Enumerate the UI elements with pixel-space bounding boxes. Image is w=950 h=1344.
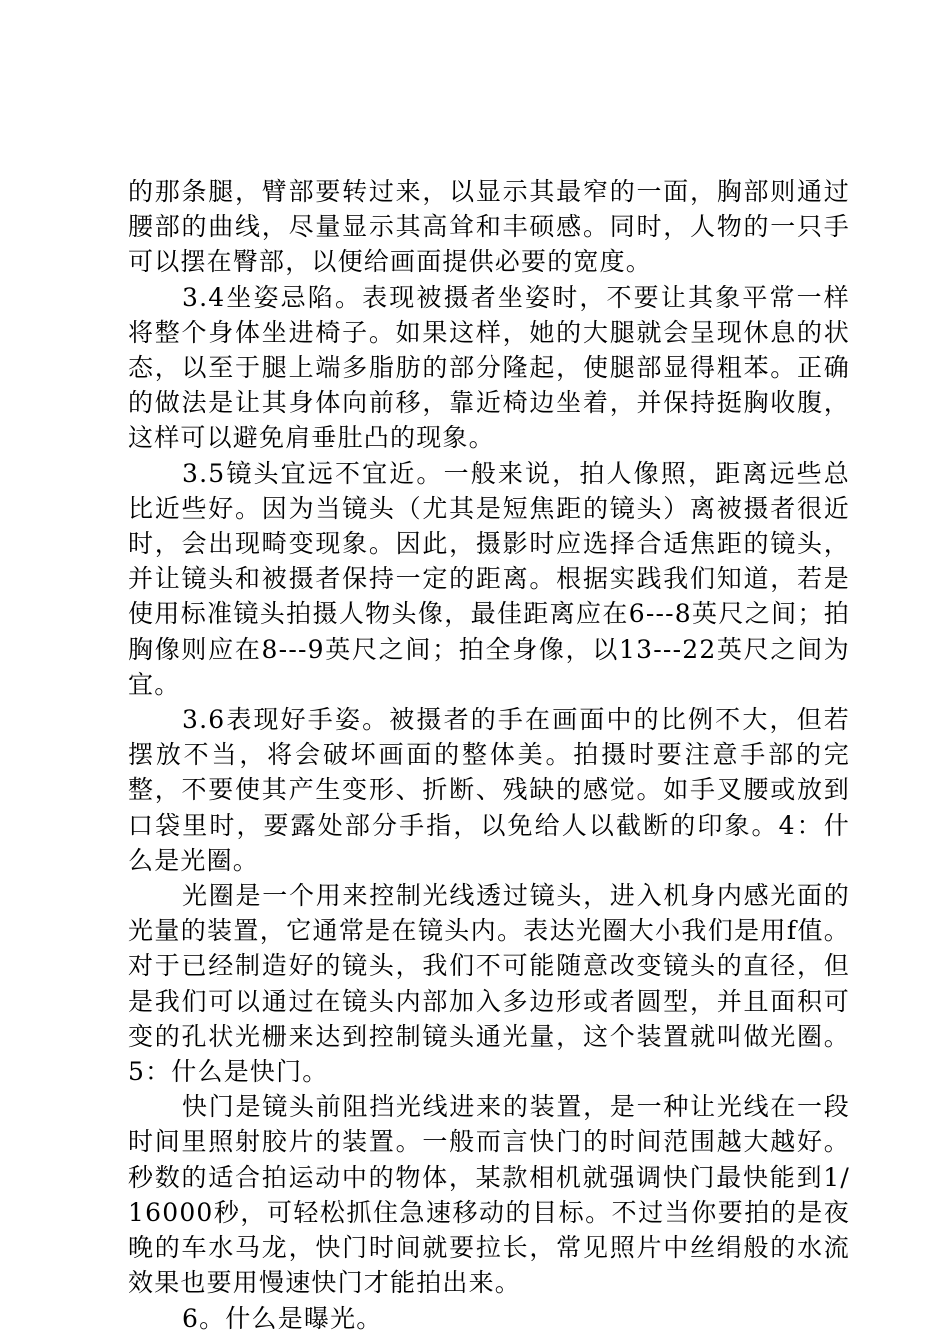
document-body (128, 174, 850, 1336)
paragraph-aperture: 光圈是一个用来控制光线透过镜头，进入机身内感光面的光量的装置，它通常是在镜头内。表达光圈大小我们是用f值。对于已经制造好的镜头，我们不可能随意改变镜头的直径，但是我们可以通过在镜头内部加入多边形或者圆型，并且面积可变的孔状光栅来达到控制镜头通光量，这个装置就叫做光圈。5：什么是快门。 (128, 881, 850, 1087)
heading-exposure: 6。什么是曝光。 (182, 1303, 383, 1333)
paragraph-hand-pose: 3.6表现好手姿。被摄者的手在画面中的比例不大，但若摆放不当，将会破坏画面的整体美。拍摄时要注意手部的完整，不要使其产生变形、折断、残缺的感觉。如手叉腰或放到口袋里时，要露处部分手指，以免给人以截断的印象。4：什么是光圈。 (128, 705, 850, 875)
paragraph-sitting-pose: 3.4坐姿忌陷。表现被摄者坐姿时，不要让其象平常一样将整个身体坐进椅子。如果这样，她的大腿就会呈现休息的状态，以至于腿上端多脂肪的部分隆起，使腿部显得粗苯。正确的做法是让其身体向前移，靠近椅边坐着，并保持挺胸收腹，这样可以避免肩垂肚凸的现象。 (128, 282, 850, 453)
paragraph-continuation: 的那条腿，臂部要转过来，以显示其最窄的一面，胸部则通过腰部的曲线，尽量显示其高耸和丰硕感。同时，人物的一只手可以摆在臀部，以便给画面提供必要的宽度。 (128, 177, 850, 277)
paragraph-lens-distance: 3.5镜头宜远不宜近。一般来说，拍人像照，距离远些总比近些好。因为当镜头（尤其是短焦距的镜头）离被摄者很近时，会出现畸变现象。因此，摄影时应选择合适焦距的镜头，并让镜头和被摄者保持一定的距离。根据实践我们知道，若是使用标准镜头拍摄人物头像，最佳距离应在6---8英尺之间；拍胸像则应在8---9英尺之间；拍全身像，以13---22英尺之间为宜。 (128, 458, 850, 699)
paragraph-shutter: 快门是镜头前阻挡光线进来的装置，是一种让光线在一段时间里照射胶片的装置。一般而言快门的时间范围越大越好。秒数的适合拍运动中的物体，某款相机就强调快门最快能到1/16000秒，可轻松抓住急速移动的目标。不过当你要拍的是夜晚的车水马龙，快门时间就要拉长，常见照片中丝绢般的水流效果也要用慢速快门才能拍出来。 (128, 1092, 850, 1298)
